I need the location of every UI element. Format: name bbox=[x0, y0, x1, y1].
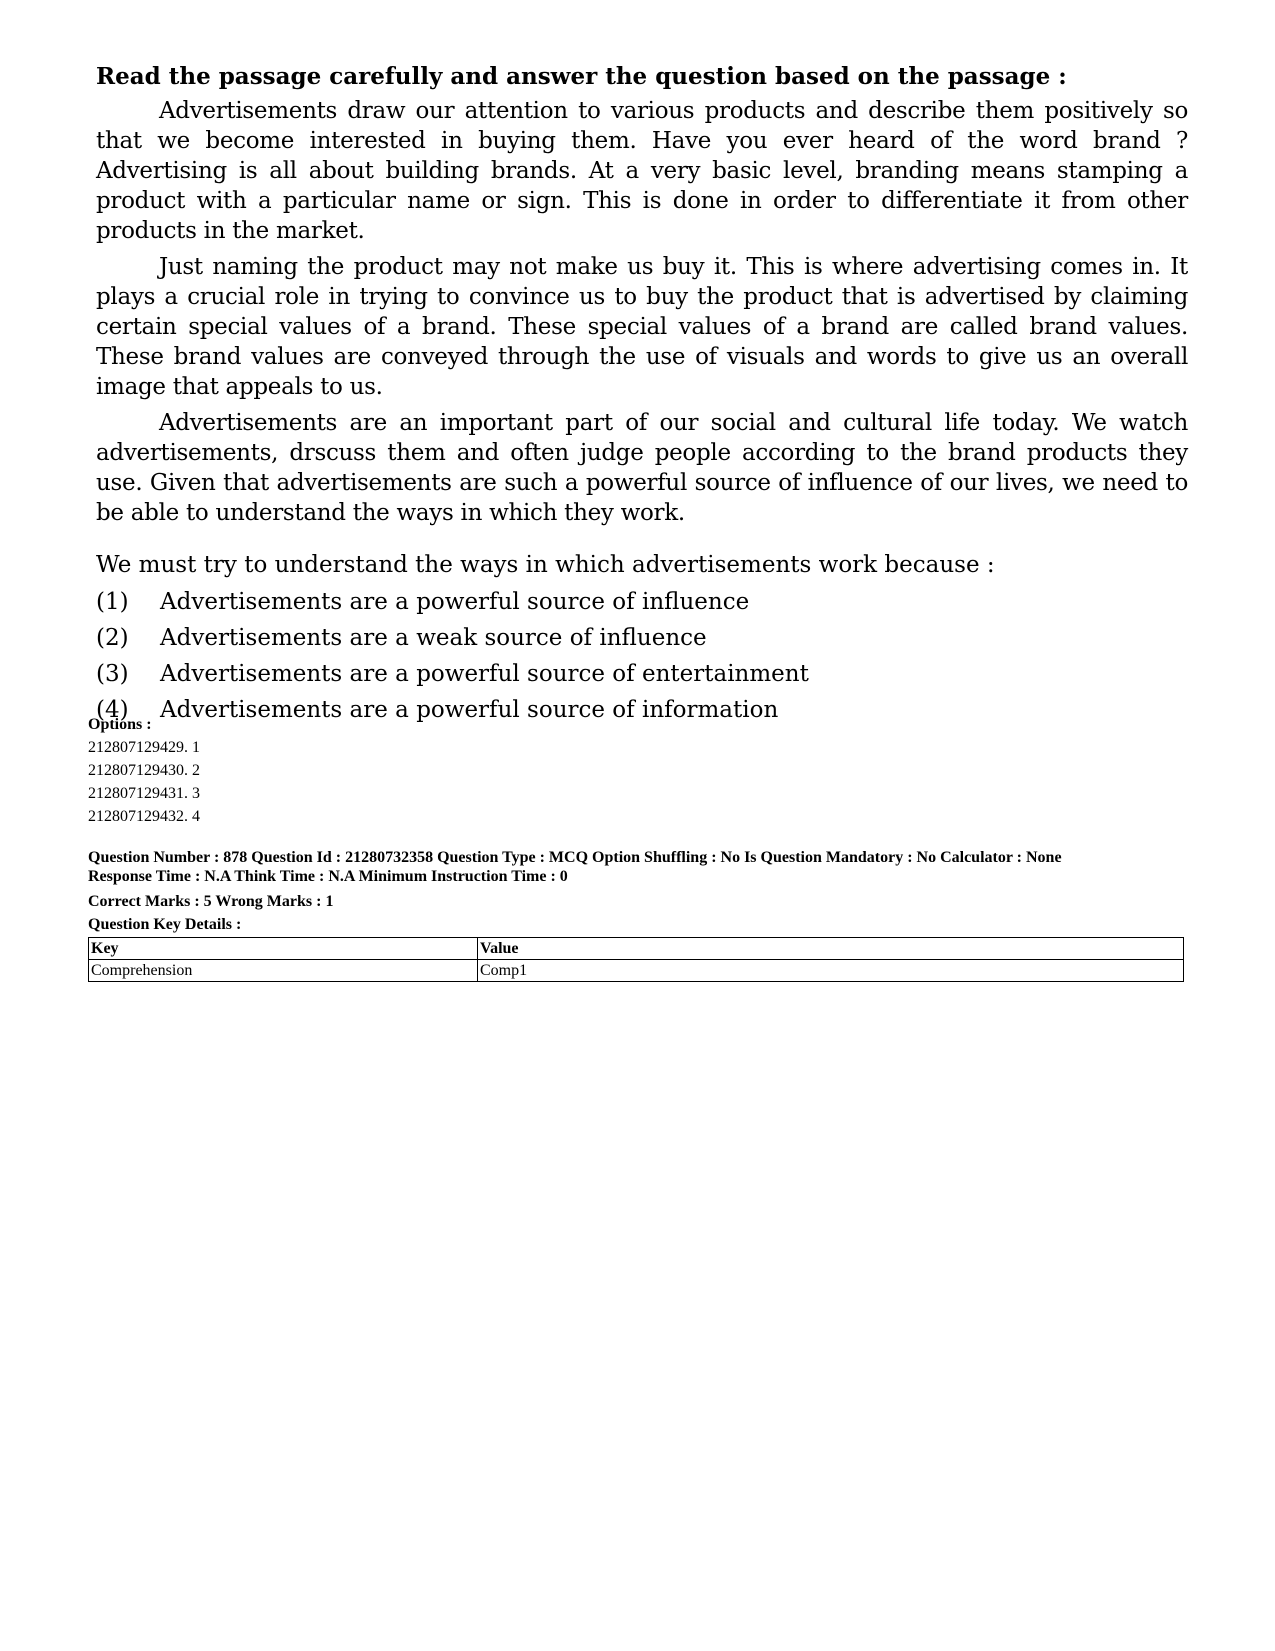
question-metadata bbox=[88, 713, 1193, 982]
header-key: Key bbox=[89, 938, 478, 960]
table-header-row bbox=[89, 938, 1184, 960]
passage-paragraph-2: Just naming the product may not make us buy it. This is where advertising comes in. It plays a crucial role in trying to convince us to buy the product that is advertised by claiming certain special values of a brand. These special values of a brand are called brand values. These brand values are conveyed through the use of visuals and words to give us an overall image that appeals to us. bbox=[96, 254, 1188, 400]
option-id-4: 212807129432. 4 bbox=[88, 808, 200, 825]
answer-choice-3 bbox=[96, 656, 1188, 692]
choice-text: Advertisements are a powerful source of information bbox=[160, 697, 779, 723]
option-id-1: 212807129429. 1 bbox=[88, 739, 200, 756]
table-row bbox=[89, 960, 1184, 982]
choice-number: (4) bbox=[96, 697, 129, 723]
options-label: Options : bbox=[88, 716, 152, 733]
answer-choice-2 bbox=[96, 620, 1188, 656]
key-details-table bbox=[88, 937, 1184, 982]
passage-paragraph-1: Advertisements draw our attention to various products and describe them positively so that we become interested in buying them. Have you ever heard of the word brand ? Advertising is all about building brands. At a very basic level, branding means stamping a product with a particular name or sign. This is done in order to differentiate it from other products in the market. bbox=[96, 98, 1188, 244]
question-stem: We must try to understand the ways in which advertisements work because : bbox=[96, 552, 995, 578]
marks-line: Correct Marks : 5 Wrong Marks : 1 bbox=[88, 893, 334, 910]
passage-heading: Read the passage carefully and answer the question based on the passage : bbox=[96, 63, 1067, 90]
choice-number: (1) bbox=[96, 589, 129, 615]
option-id-3: 212807129431. 3 bbox=[88, 785, 200, 802]
question-info bbox=[88, 848, 1193, 886]
choice-number: (3) bbox=[96, 661, 129, 687]
passage-section bbox=[96, 62, 1188, 728]
question-info-line-1: Question Number : 878 Question Id : 21280732358 Question Type : MCQ Option Shuffling : No Is Question Mandatory : No Calculator : None bbox=[88, 849, 1062, 866]
key-details-label: Question Key Details : bbox=[88, 916, 242, 933]
choice-number: (2) bbox=[96, 625, 129, 651]
cell-key: Comprehension bbox=[89, 960, 478, 982]
choice-text: Advertisements are a powerful source of influence bbox=[160, 589, 750, 615]
header-value: Value bbox=[478, 938, 1184, 960]
passage-paragraph-3: Advertisements are an important part of our social and cultural life today. We watch advertisements, drscuss them and often judge people according to the brand products they use. Given that advertisements are such a powerful source of influence of our lives, we need to be able to understand the ways in which they work. bbox=[96, 410, 1188, 526]
choice-text: Advertisements are a weak source of influence bbox=[160, 625, 707, 651]
option-id-2: 212807129430. 2 bbox=[88, 762, 200, 779]
question-info-line-2: Response Time : N.A Think Time : N.A Minimum Instruction Time : 0 bbox=[88, 868, 568, 885]
answer-choice-1 bbox=[96, 584, 1188, 620]
choice-text: Advertisements are a powerful source of entertainment bbox=[160, 661, 809, 687]
cell-value: Comp1 bbox=[478, 960, 1184, 982]
